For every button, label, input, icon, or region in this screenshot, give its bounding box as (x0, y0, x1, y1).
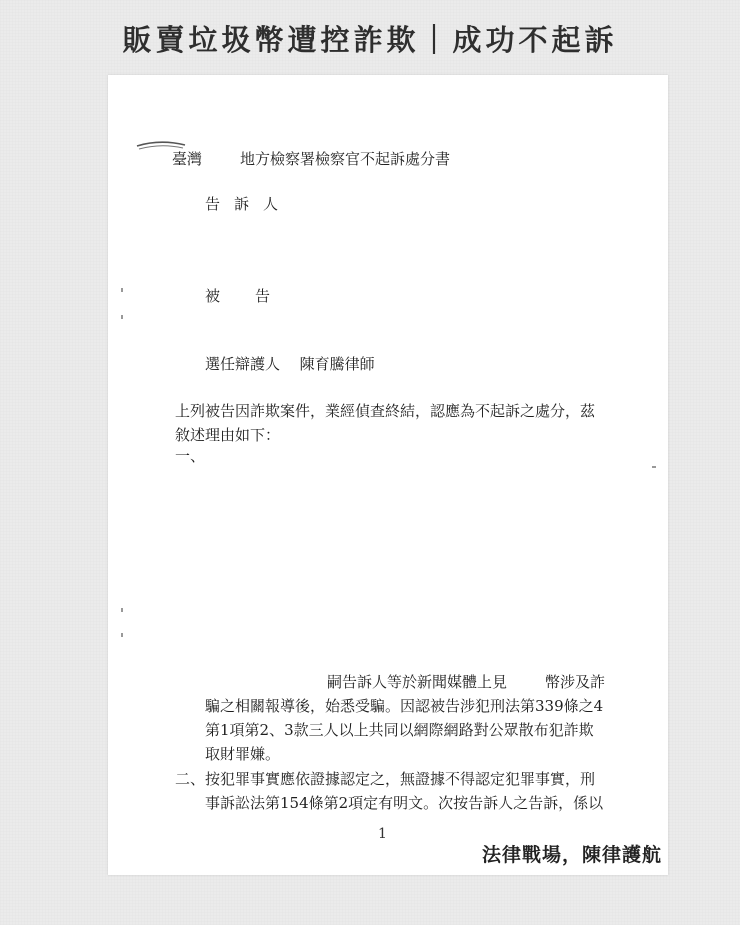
scan-speck (121, 288, 123, 292)
scan-speck (121, 633, 123, 637)
item1-line-2: 騙之相關報導後，始悉受騙。因認被告涉犯刑法第339條之4 (205, 697, 604, 715)
scan-speck (121, 608, 123, 612)
banner-title: 販賣垃圾幣遭控詐欺｜成功不起訴 (122, 23, 618, 57)
scan-speck (652, 466, 656, 468)
page-number: 1 (378, 826, 387, 842)
intro-line-2: 敘述理由如下： (175, 426, 281, 444)
item1-line-4: 取財罪嫌。 (205, 745, 281, 763)
item1-line-1b: 幣涉及詐 (545, 673, 606, 691)
item2-line-1: 二、按犯罪事實應依證據認定之，無證據不得認定犯罪事實，刑 (175, 770, 596, 788)
document-header (172, 148, 450, 169)
item1-line-1 (327, 671, 605, 692)
complainant-label: 告訴人 (205, 195, 293, 213)
counsel-label: 選任辯護人 (205, 355, 281, 373)
intro-line-1: 上列被告因詐欺案件，業經偵查終結，認應為不起訴之處分，茲 (175, 402, 596, 420)
header-title: 地方檢察署檢察官不起訴處分書 (240, 150, 451, 168)
item2-line-2: 事訴訟法第154條第2項定有明文。次按告訴人之告訴，係以 (205, 794, 604, 812)
item1-line-1a: 嗣告訴人等於新聞媒體上見 (327, 673, 508, 691)
counsel-row (205, 353, 375, 374)
item1-line-3: 第1項第2、3款三人以上共同以網際網路對公眾散布犯詐欺 (205, 721, 594, 739)
counsel-name: 陳育騰律師 (299, 355, 375, 373)
document-page (108, 75, 668, 875)
scan-speck (121, 315, 123, 319)
header-prefix: 臺灣 (172, 150, 203, 168)
footer-tagline: 法律戰場，陳律護航 (482, 844, 663, 866)
item1-marker: 一、 (175, 447, 206, 465)
defendant-label: 被 告 (205, 287, 281, 305)
